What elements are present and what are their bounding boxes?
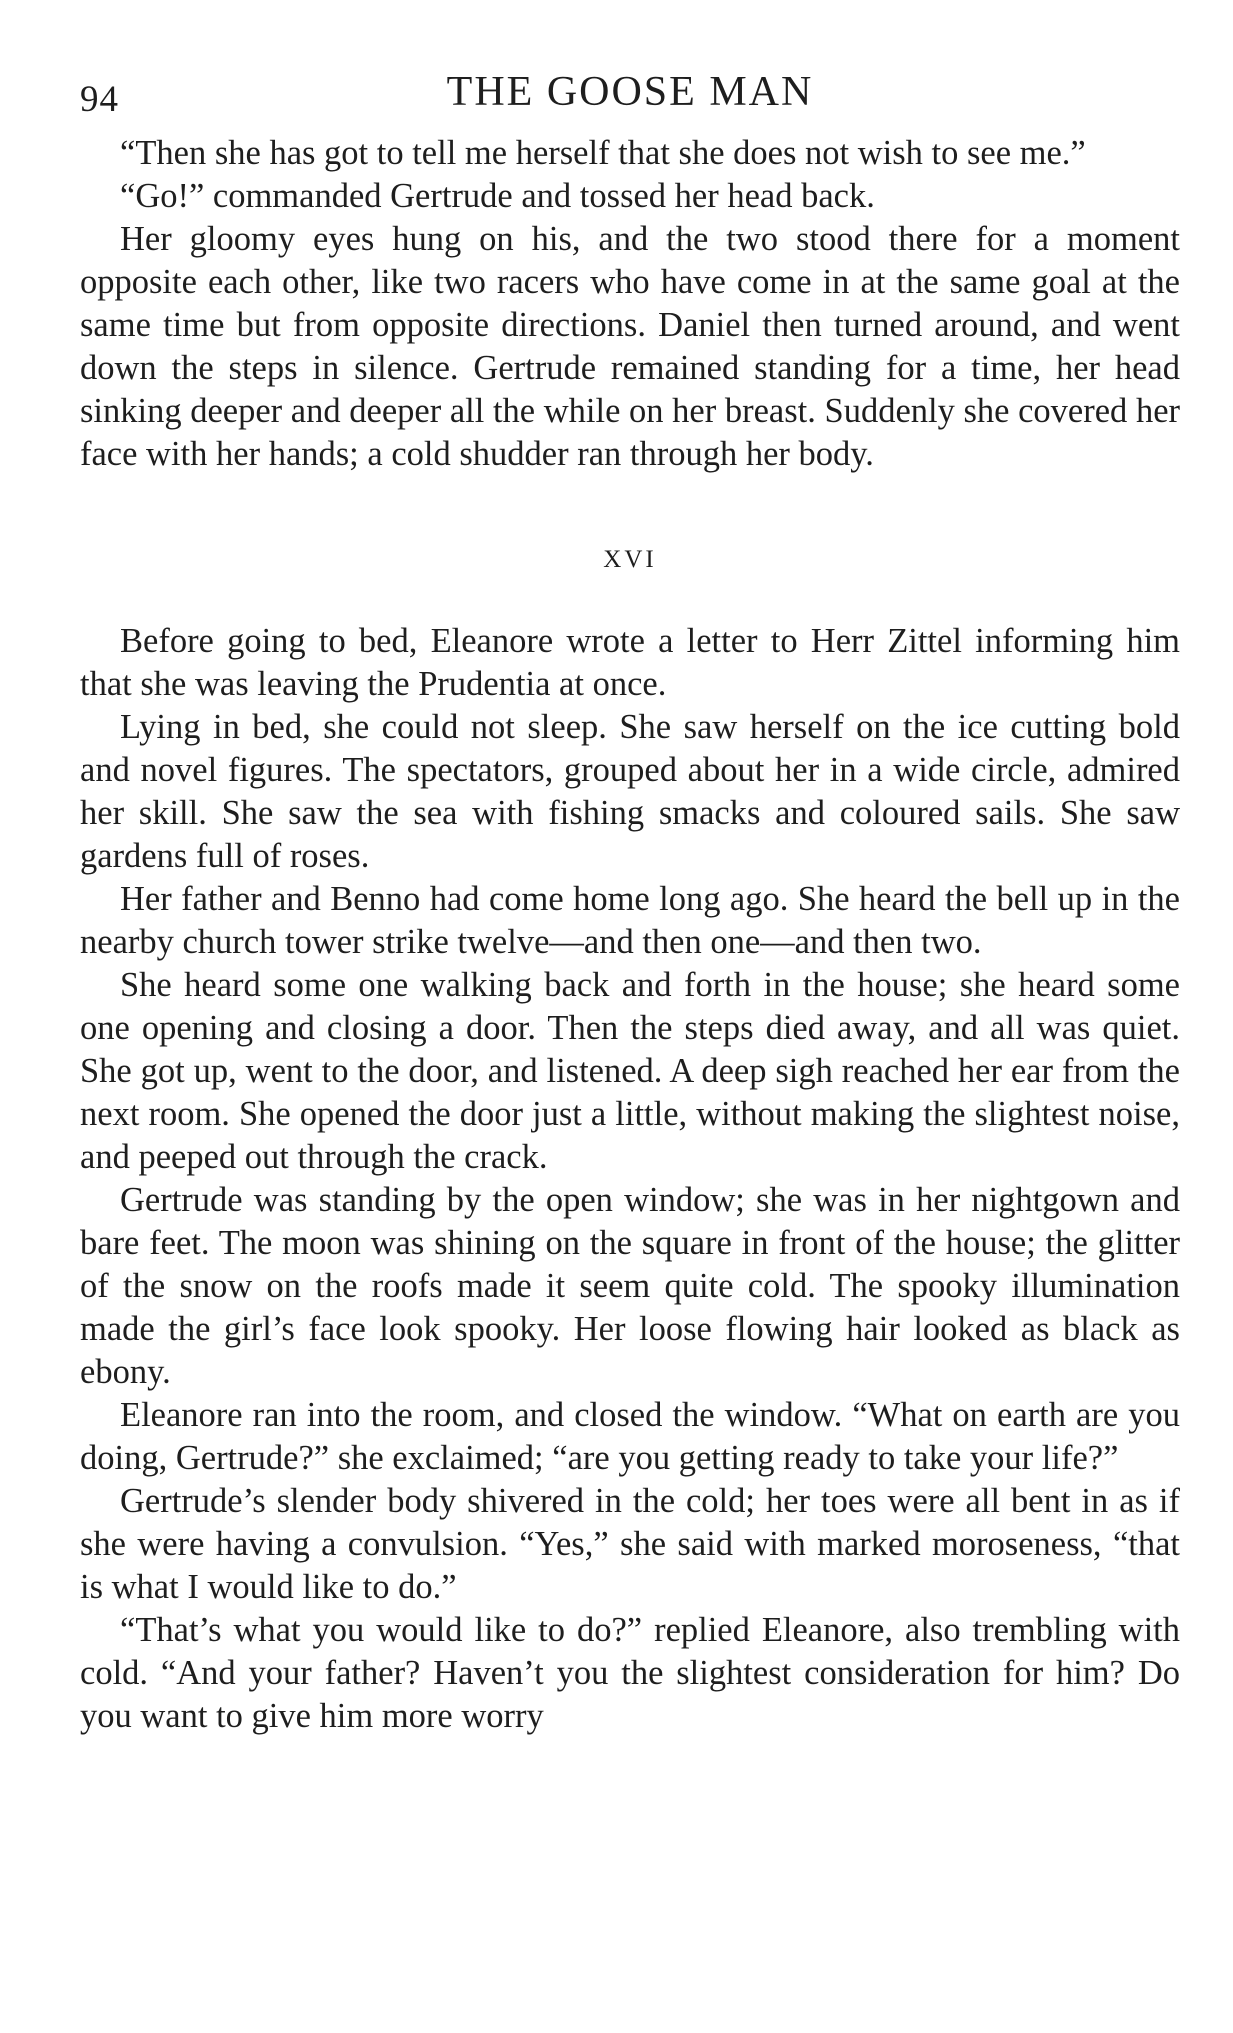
paragraph: “Go!” commanded Gertrude and tossed her head back. — [120, 177, 875, 215]
book-page — [80, 60, 1180, 1738]
paragraph: Her gloomy eyes hung on his, and the two stood there for a moment opposite each other, like two racers who have come in at the same goal at the same time but from opposite directions. Daniel then turned around, and went down the steps in silence. Gertrude remained standing for a time, her head sinking deeper and deeper all the while on her breast. Suddenly she covered her face with her hands; a cold shudder ran through her body. — [80, 220, 1180, 473]
paragraph: Gertrude was standing by the open window; she was in her nightgown and bare feet. The moon was shining on the square in front of the house; the glitter of the snow on the roofs made it seem quite cold. The spooky illumination made the girl’s face look spooky. Her loose flowing hair looked as black as ebony. — [80, 1181, 1180, 1391]
paragraph: Before going to bed, Eleanore wrote a letter to Herr Zittel informing him that she was leaving the Prudentia at once. — [80, 622, 1180, 703]
paragraph: Her father and Benno had come home long ago. She heard the bell up in the nearby church tower strike twelve—and then one—and then two. — [80, 880, 1180, 961]
chapter-heading: XVI — [603, 546, 657, 573]
paragraph: Eleanore ran into the room, and closed the window. “What on earth are you doing, Gertrude?” she exclaimed; “are you getting ready to take your life?” — [80, 1396, 1180, 1477]
paragraph: Lying in bed, she could not sleep. She saw herself on the ice cutting bold and novel figures. The spectators, grouped about her in a wide circle, admired her skill. She saw the sea with fishing smacks and coloured sails. She saw gardens full of roses. — [80, 708, 1180, 875]
paragraph: She heard some one walking back and forth in the house; she heard some one opening and closing a door. Then the steps died away, and all was quiet. She got up, went to the door, and listened. A deep sigh reached her ear from the next room. She opened the door just a little, without making the slightest noise, and peeped out through the crack. — [80, 966, 1180, 1176]
paragraph: “That’s what you would like to do?” replied Eleanore, also trembling with cold. “And your father? Haven’t you the slightest consideration for him? Do you want to give him more worry — [80, 1611, 1180, 1735]
running-title: THE GOOSE MAN — [446, 69, 814, 115]
section-one-text — [80, 132, 1180, 476]
paragraph: “Then she has got to tell me herself that she does not wish to see me.” — [120, 134, 1086, 172]
section-two-text — [80, 620, 1180, 1738]
paragraph: Gertrude’s slender body shivered in the cold; her toes were all bent in as if she were having a convulsion. “Yes,” she said with marked moroseness, “that is what I would like to do.” — [80, 1482, 1180, 1606]
page-header — [80, 60, 1180, 132]
page-number: 94 — [80, 79, 119, 120]
